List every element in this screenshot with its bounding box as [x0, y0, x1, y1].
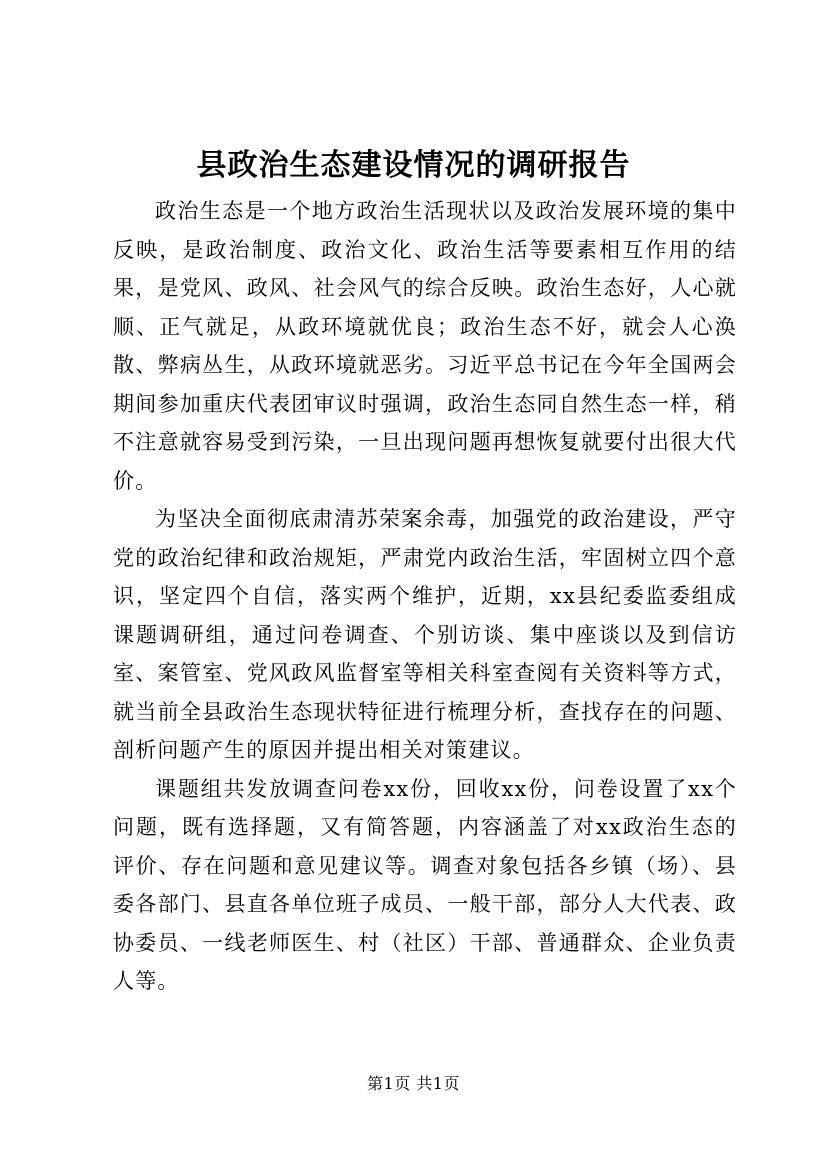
body-paragraph-1: 政治生态是一个地方政治生活现状以及政治发展环境的集中反映，是政治制度、政治文化、政治生活等要素相互作用的结果，是党风、政风、社会风气的综合反映。政治生态好，人心就顺、正气就足，从政环境就优良；政治生态不好，就会人心涣散、弊病丛生，从政环境就恶劣。习近平总书记在今年全国两会期间参加重庆代表团审议时强调，政治生态同自然生态一样，稍不注意就容易受到污染，一旦出现问题再想恢复就要付出很大代价。 [113, 199, 737, 493]
body-paragraph-2: 为坚决全面彻底肃清苏荣案余毒，加强党的政治建设，严守党的政治纪律和政治规矩，严肃党内政治生活，牢固树立四个意识，坚定四个自信，落实两个维护，近期，xx县纪委监委组成课题调研组，通过问卷调查、个别访谈、集中座谈以及到信访室、案管室、党风政风监督室等相关科室查阅有关资料等方式，就当前全县政治生态现状特征进行梳理分析，查找存在的问题、剖析问题产生的原因并提出相关对策建议。 [113, 507, 737, 762]
body-paragraph-3: 课题组共发放调查问卷xx份，回收xx份，问卷设置了xx个问题，既有选择题，又有简答题，内容涵盖了对xx政治生态的评价、存在问题和意见建议等。调查对象包括各乡镇（场）、县委各部门、县直各单位班子成员、一般干部，部分人大代表、政协委员、一线老师医生、村（社区）干部、普通群众、企业负责人等。 [113, 776, 737, 993]
page-number-footer: 第1页 共1页 [367, 1074, 460, 1093]
document-title: 县政治生态建设情况的调研报告 [196, 148, 631, 183]
document-body [113, 192, 737, 1001]
